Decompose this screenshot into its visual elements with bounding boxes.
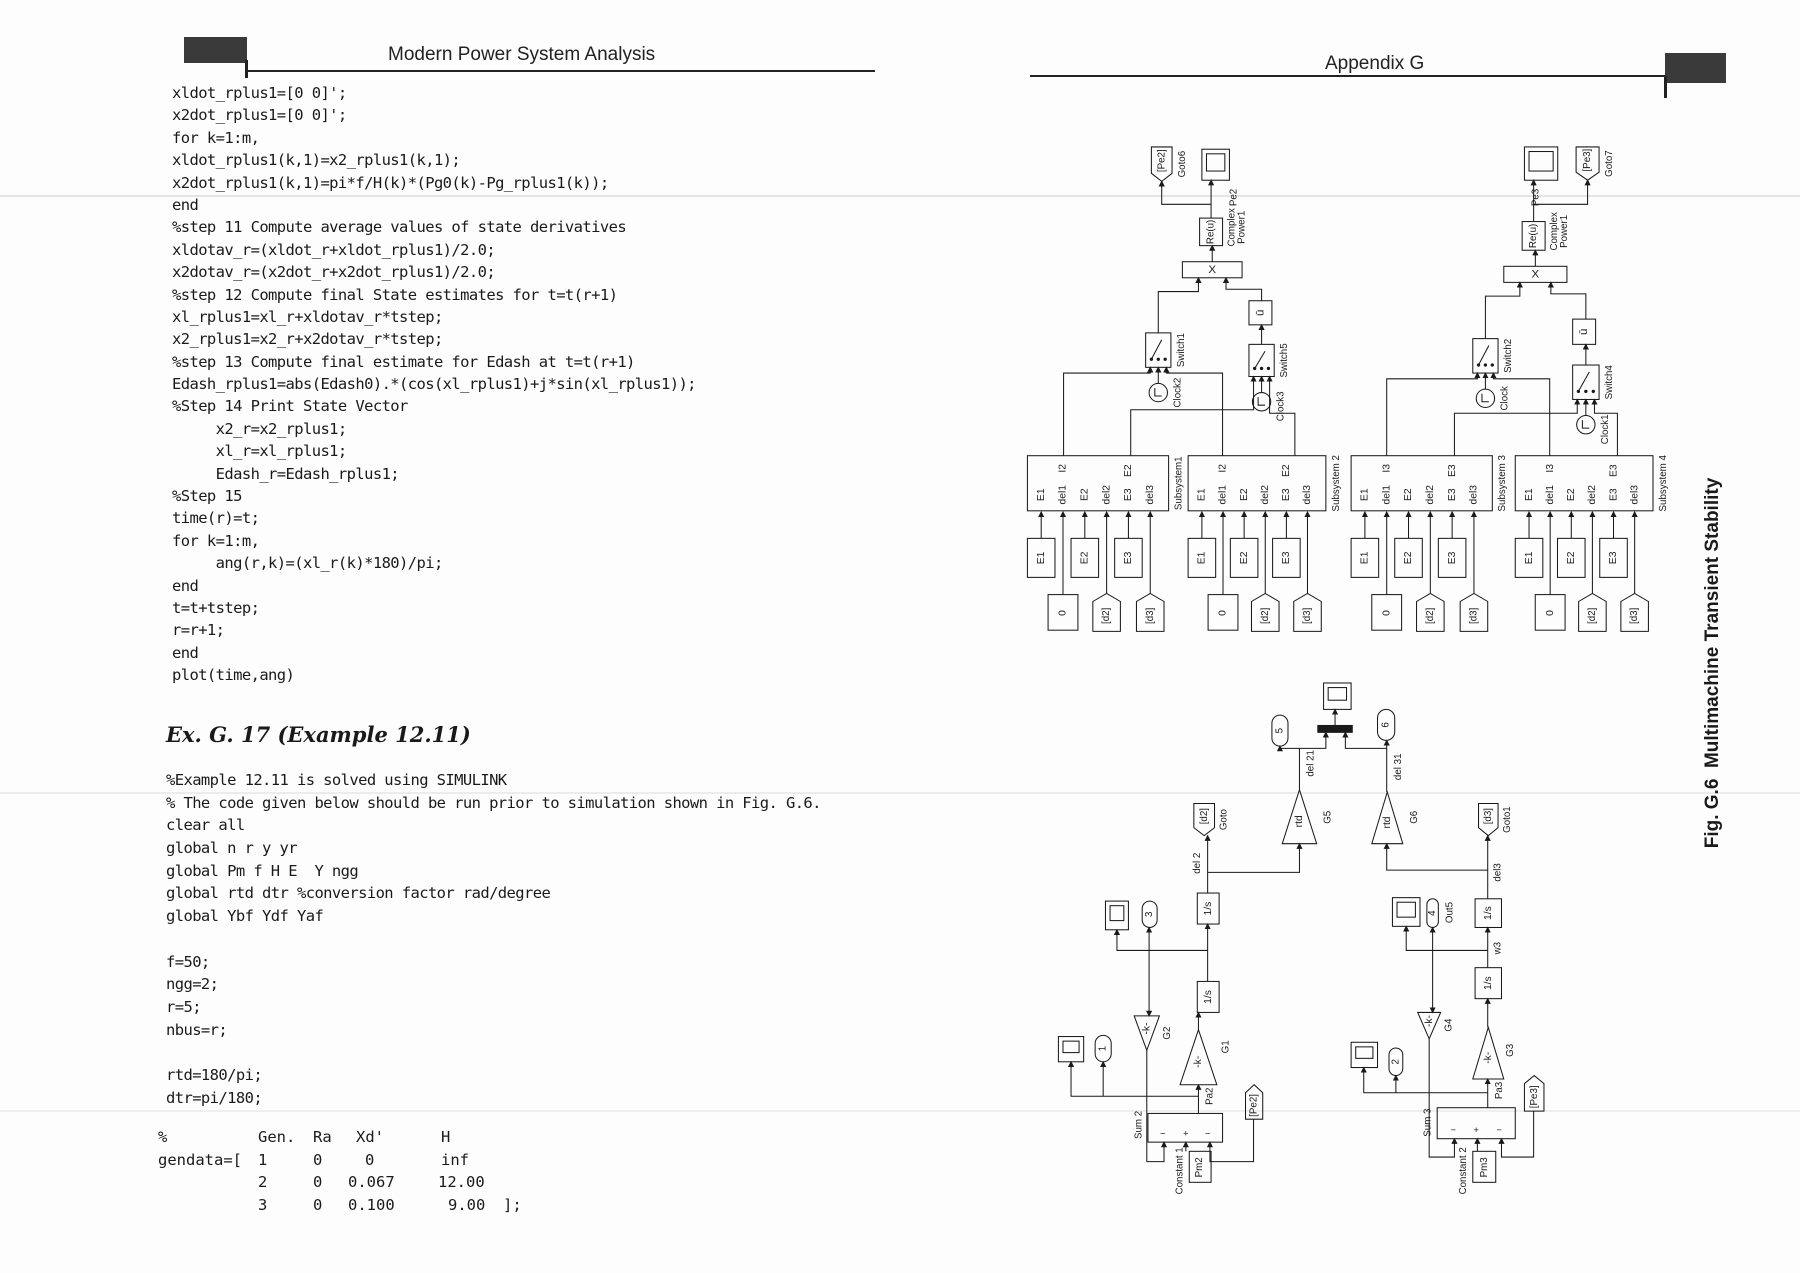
switch-block [1573,365,1599,399]
switch-block [1146,333,1171,367]
example-heading: Ex. G. 17 (Example 12.11) [166,722,471,747]
integrator-block-label: 1/s [1483,906,1495,921]
from-tag-label: [d2] [1586,607,1598,624]
signal-label: w3 [1492,941,1504,955]
subsystem-input-port: E1 [1523,488,1535,502]
signal-wire [1117,930,1208,951]
switch-label: Switch2 [1502,338,1514,373]
signal-wire [1155,388,1162,396]
from-pe3-label: [Pe3] [1528,1085,1540,1109]
sum-sign: + [1183,1128,1189,1139]
signal-wire [1364,1068,1488,1093]
signal-wire [1226,278,1262,301]
scope-screen [1063,1041,1079,1052]
constant-label: E1 [1035,551,1047,565]
clock-label: Clock1 [1599,414,1611,445]
switch-contact [1491,364,1493,366]
block-label: Power1 [1559,214,1571,248]
signal-wire [1429,1039,1454,1157]
signal-wire [1578,372,1589,392]
code-line: r=5; [166,997,201,1016]
code-line: global n r y yr [166,839,297,858]
gain-g1-label: -k- [1193,1055,1205,1068]
constant-label: 0 [1057,610,1069,616]
right-page-title: Appendix G [1325,53,1425,74]
subsystem-output-port: I3 [1544,464,1556,473]
code-line: x2_r=x2_rplus1; [172,419,347,438]
signal-wire [1345,732,1386,792]
switch-block [1473,339,1498,373]
signal-wire [1485,282,1519,338]
code-line: ngg=2; [166,975,219,994]
switch-contact [1577,390,1579,392]
outport-2-label: 2 [1390,1059,1402,1065]
gain-label: G5 [1322,810,1334,824]
comment-mark: % [158,1128,168,1146]
cell: 0.067 [348,1173,395,1192]
code-line: x2dotav_r=(x2dot_r+x2dot_rplus1)/2.0; [172,263,496,282]
constant-caption: Constant 2 [1458,1147,1470,1195]
code-line: r=r+1; [172,621,225,640]
subsystem-output-port: E3 [1446,464,1458,477]
code-line: xldotav_r=(xldot_r+xldot_rplus1)/2.0; [172,240,496,259]
switch-contact [1484,364,1486,366]
signal-wire [1258,397,1265,405]
code-line: end [172,643,199,662]
signal-wire [1255,351,1265,368]
signal-wire [1151,340,1161,360]
code-line: clear all [166,816,245,835]
goto-d3-label: [d3] [1482,808,1494,825]
from-tag-label: [d3] [1629,607,1641,624]
cell: 9.00 [448,1196,486,1215]
constant-label: E2 [1079,551,1091,565]
constant-label: E3 [1446,551,1458,565]
col-gen: Gen. [258,1128,296,1146]
switch-label: Switch4 [1603,365,1615,400]
col-h: H [441,1128,451,1146]
scope-screen [1529,152,1553,172]
figure-caption: Fig. G.6 Multimachine Transient Stability [1702,477,1723,849]
scope-screen [1328,688,1346,701]
signal-wire [1387,373,1478,456]
subsystem-input-port: del1 [1544,484,1556,505]
constant-label: 0 [1544,610,1556,616]
subsystem-output-port: I2 [1217,464,1229,473]
subsystem-input-port: E1 [1196,488,1208,502]
subsystem-input-port: E1 [1359,488,1371,502]
constant-label: E2 [1238,551,1250,565]
subsystem-output-port: E2 [1123,464,1135,477]
cell: inf [441,1150,469,1169]
constant-label: E2 [1566,551,1578,565]
subsystem-output-port: I3 [1381,464,1393,473]
product-label: X [1531,268,1540,281]
code-line: Edash_r=Edash_rplus1; [172,464,400,483]
integrator-block-label: 1/s [1202,990,1214,1004]
code-line: dtr=pi/180; [166,1088,263,1107]
signal-wire [1299,732,1325,748]
code-line: for k=1:m, [172,128,260,147]
signal-wire [1071,1062,1198,1096]
switch-block [1249,344,1274,376]
subsystem-input-port: del1 [1381,484,1393,505]
sum-sign: − [1450,1125,1456,1136]
gain-label: G2 [1162,1026,1174,1040]
code-line: rtd=180/pi; [166,1065,263,1084]
left-page-title: Modern Power System Analysis [388,44,656,65]
constant-label: E3 [1281,551,1293,565]
signal-wire [1582,420,1589,428]
subsystem-input-port: E2 [1079,488,1091,502]
code-line: t=t+tstep; [172,598,260,617]
code-line: %Step 15 [172,487,242,506]
subsystem-input-port: del2 [1425,484,1437,505]
code-line: Edash_rplus1=abs(Edash0).*(cos(xl_rplus1)+j*sin(xl_rplus1)); [172,375,696,394]
from-tag-label: [d2] [1259,607,1271,624]
sum-sign: − [1160,1128,1166,1139]
switch-contact [1150,358,1152,360]
goto-label: Goto7 [1603,150,1615,177]
code-line: global Pm f H E Y ngg [166,861,359,880]
switch-contact [1164,358,1166,360]
constant-caption: Constant 1 [1174,1147,1186,1195]
code-line: %Step 14 Print State Vector [172,397,408,416]
signal-label: Pe2 [1228,188,1240,207]
signal-wire [1501,1111,1533,1157]
subsystem-label: Subsystem 3 [1497,455,1509,512]
outport-1-label: 1 [1097,1045,1109,1052]
product-label: X [1208,263,1217,276]
clock-icon [1149,383,1167,401]
scope-screen [1356,1047,1373,1058]
signal-wire [1162,181,1211,204]
gain-g6-label: rtd [1382,816,1394,829]
clock-label: Clock [1499,386,1511,411]
subsystem-output-port: E3 [1608,464,1620,477]
subsystem-input-port: E3 [1281,488,1293,502]
switch-contact [1267,367,1269,369]
code-line: % The code given below should be run prior to simulation shown in Fig. G.6. [166,793,821,812]
subsystem-input-port: E2 [1566,488,1578,502]
subsystem-label: Subsystem 2 [1330,455,1342,512]
switch-contact [1592,390,1594,392]
code-line: x2_rplus1=x2_r+x2dotav_r*tstep; [172,330,443,349]
signal-wire [1210,1119,1254,1161]
subsystem-output-port: E2 [1281,464,1293,477]
gain-g2-label: -k- [1141,1022,1153,1035]
signal-wire [1406,926,1487,950]
code-line: xl_r=xl_rplus1; [172,442,347,461]
switch-contact [1585,390,1587,392]
goto-label: Goto1 [1501,806,1513,833]
subsystem-input-port: del1 [1217,484,1229,505]
signal-wire [1479,346,1489,366]
code-line: x2dot_rplus1=[0 0]'; [172,106,347,125]
signal-wire [1064,367,1151,455]
gain-label: G3 [1505,1043,1517,1057]
cell: 2 [258,1173,268,1192]
outport-5-label: 5 [1274,727,1286,734]
sum-sign: + [1473,1125,1479,1136]
from-pe2-label: [Pe2] [1248,1094,1260,1117]
code-line: nbus=r; [166,1020,228,1039]
gain-label: G6 [1408,810,1420,824]
goto-label: Goto6 [1176,150,1188,178]
code-line: global Ybf Ydf Yaf [166,907,324,926]
subsystem-input-port: E1 [1035,488,1047,502]
signal-wire [1208,844,1300,873]
code-line: ang(r,k)=(xl_r(k)*180)/pi; [172,554,443,573]
signal-wire [1131,377,1254,456]
col-xd: Xd' [356,1128,384,1146]
outport-label: Out5 [1444,901,1456,924]
code-line: %Example 12.11 is solved using SIMULINK [166,771,507,789]
subsystem-input-port: E3 [1446,488,1458,502]
code-line: plot(time,ang) [172,666,295,685]
signal-label: Pa3 [1493,1081,1505,1100]
cell: 0.100 [348,1196,395,1215]
subsystem-input-port: del2 [1101,484,1113,505]
cell: 1 [258,1150,268,1169]
gendata-prefix: gendata=[ [158,1150,242,1169]
code-line: xldot_rplus1=[0 0]'; [172,84,347,102]
scope-screen [1110,906,1124,921]
block-label: Power1 [1236,210,1248,244]
signal-wire [1534,180,1588,204]
gain-g5-label: rtd [1294,815,1306,828]
code-line: x2dot_rplus1(k,1)=pi*f/H(k)*(Pg0(k)-Pg_rplus1(k)); [172,173,609,192]
constant-label: E2 [1403,551,1415,565]
subsystem-input-port: del1 [1057,484,1069,505]
clock-icon [1476,389,1494,407]
mux-bar [1318,725,1352,732]
code-line: end [172,576,199,595]
code-line: xl_rplus1=xl_r+xldotav_r*tstep; [172,307,443,326]
subsystem-input-port: E2 [1238,488,1250,502]
cell: 0 [365,1150,375,1169]
gendata-suffix: ]; [503,1196,522,1215]
cell: 0 [313,1173,323,1192]
switch-contact [1157,358,1159,360]
clock-label: Clock3 [1275,391,1287,422]
constant-label: E1 [1196,551,1208,565]
signal-label: del3 [1492,863,1504,882]
subsystem-input-port: E3 [1123,488,1135,502]
signal-label: Pa2 [1204,1087,1216,1105]
sum-label: Sum 3 [1422,1108,1434,1137]
integrator-block-label: 1/s [1483,976,1495,991]
constant-label: 0 [1217,610,1229,616]
switch-label: Switch5 [1279,343,1291,378]
constant-label: E3 [1123,551,1135,565]
conjugate-label: ū [1578,328,1591,335]
subsystem-input-port: del3 [1144,484,1156,505]
signal-wire [1280,746,1300,790]
switch-contact [1260,367,1262,369]
signal-wire [1387,844,1488,870]
switch-contact [1254,367,1256,369]
code-line: for k=1:m, [172,531,260,550]
outport-3-label: 3 [1144,911,1156,918]
gain-label: G4 [1443,1018,1455,1032]
signal-label: Pe3 [1530,188,1542,207]
sum-label: Sum 2 [1133,1110,1145,1140]
from-tag-label: [d2] [1424,607,1436,624]
signal-wire [1147,1050,1164,1161]
gain-g4-label: -k- [1423,1015,1435,1028]
conjugate-label: ū [1254,309,1267,316]
subsystem-input-port: del3 [1302,484,1314,505]
constant-label: E3 [1608,551,1620,565]
code-line: f=50; [166,952,210,971]
constant-label: Pm2 [1194,1157,1206,1178]
code-line: global rtd dtr %conversion factor rad/degree [166,884,551,903]
from-tag-label: [d3] [1144,607,1156,624]
subsystem-output-port: I2 [1057,464,1069,473]
subsystem-input-port: E2 [1403,488,1415,502]
goto-d2-label: [d2] [1198,808,1210,825]
constant-label: E1 [1523,551,1535,565]
sum-sign: − [1204,1128,1211,1139]
goto-tag-label: [Pe2] [1156,149,1168,173]
signal-wire [1158,278,1198,333]
sum-sign: − [1496,1125,1502,1136]
subsystem-label: Subsystem 4 [1657,455,1669,512]
code-line: time(r)=t; [172,509,260,528]
scope-icon [1351,1042,1377,1067]
signal-wire [1482,394,1489,402]
subsystem-input-port: E3 [1608,488,1620,502]
outport-4-label: 4 [1427,910,1439,916]
scope-screen [1397,902,1415,917]
block-label: Complex [1226,208,1238,247]
switch-contact [1477,364,1479,366]
signal-label: del 31 [1392,753,1404,781]
outport-6-label: 6 [1380,722,1392,728]
scope-icon [1058,1037,1083,1062]
subsystem-input-port: del3 [1468,484,1480,505]
real-part-label: Re(u) [1205,219,1217,245]
gain-g3-label: -k- [1483,1051,1495,1064]
constant-label: E1 [1359,551,1371,565]
subsystem-label: Subsystem1 [1173,456,1185,511]
scope-screen [1206,154,1224,171]
col-ra: Ra [313,1128,332,1146]
from-tag-label: [d2] [1101,607,1113,624]
block-label: Complex [1548,212,1560,251]
signal-wire [1454,399,1577,455]
clock-icon [1577,416,1595,434]
signal-label: del 21 [1305,750,1317,777]
subsystem-input-port: del2 [1587,484,1599,505]
from-tag-label: [d3] [1302,607,1314,624]
code-line: xldot_rplus1(k,1)=x2_rplus1(k,1); [172,151,461,170]
clock-label: Clock2 [1172,377,1184,408]
code-line: %step 12 Compute final State estimates for t=t(r+1) [172,285,618,304]
cell: 0 [313,1150,323,1169]
code-line: %step 13 Compute final estimate for Edash at t=t(r+1) [172,352,635,371]
from-tag-label: [d3] [1468,607,1480,624]
cell: 12.00 [438,1173,485,1192]
signal-wire [1551,282,1586,319]
signal-label: del 2 [1191,852,1203,874]
constant-label: Pm3 [1478,1157,1490,1178]
goto-tag-label: [Pe3] [1582,148,1594,172]
code-line: %step 11 Compute average values of state derivatives [172,218,627,237]
subsystem-input-port: del2 [1259,484,1271,505]
real-part-label: Re(u) [1528,223,1540,249]
cell: 3 [258,1196,268,1215]
gain-label: G1 [1220,1040,1232,1054]
subsystem-input-port: del3 [1629,484,1641,505]
integrator-block-label: 1/s [1202,901,1214,916]
clock-icon [1252,393,1270,411]
code-line: end [172,195,199,214]
constant-label: 0 [1381,610,1393,616]
switch-label: Switch1 [1175,333,1187,368]
cell: 0 [313,1196,323,1215]
goto-label: Goto [1218,809,1230,831]
